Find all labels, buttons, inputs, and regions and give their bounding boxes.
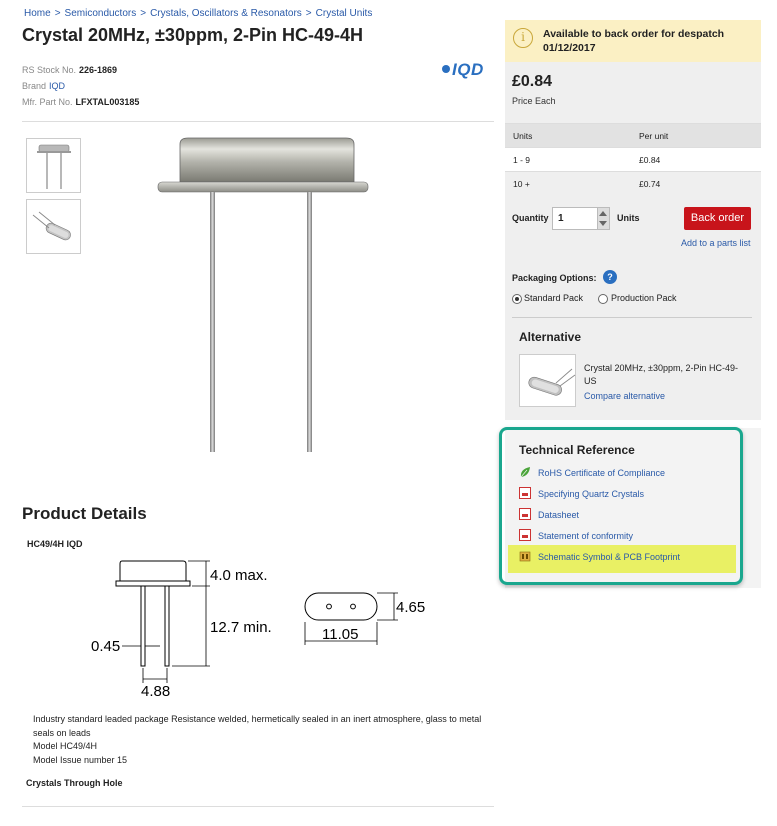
quantity-label: Quantity — [512, 213, 549, 223]
quantity-stepper[interactable] — [598, 207, 610, 230]
stepper-down-icon[interactable] — [599, 221, 607, 226]
stepper-up-icon[interactable] — [599, 211, 607, 216]
tech-ref-item-rohs[interactable] — [519, 465, 665, 481]
breadcrumb — [24, 8, 372, 19]
dimension-diagram — [80, 555, 440, 705]
price-break-units: 10 + — [505, 172, 633, 196]
description-line: Industry standard leaded package Resistance welded, hermetically sealed in an inert atmosphere, glass to metal seals on leads — [33, 714, 482, 738]
crystal-angle-icon — [27, 200, 81, 254]
help-icon[interactable]: ? — [603, 270, 617, 284]
table-row — [505, 172, 761, 196]
add-to-parts-list-link[interactable]: Add to a parts list — [681, 238, 751, 248]
leaf-icon — [519, 466, 531, 478]
quantity-input[interactable]: 1 — [552, 207, 598, 230]
units-label: Units — [617, 213, 640, 223]
table-row — [505, 148, 761, 172]
stock-no-label: RS Stock No. — [22, 65, 77, 75]
buy-panel — [505, 20, 761, 420]
alternative-product-name: Crystal 20MHz, ±30ppm, 2-Pin HC-49-US — [584, 363, 738, 386]
dim-depth-label: 4.65 — [396, 599, 426, 616]
back-order-button[interactable]: Back order — [684, 207, 751, 230]
tech-ref-item-specifying[interactable] — [519, 486, 644, 502]
dim-lead-dia-label: 0.45 — [91, 638, 121, 655]
breadcrumb-crystals[interactable]: Crystals, Oscillators & Resonators — [150, 8, 302, 19]
product-description — [33, 713, 493, 767]
product-details-heading: Product Details — [22, 504, 147, 523]
mfr-part-value: LFXTAL003185 — [75, 97, 140, 107]
divider — [512, 317, 752, 318]
tech-ref-link[interactable]: Schematic Symbol & PCB Footprint — [538, 552, 681, 562]
mfr-part-label: Mfr. Part No. — [22, 97, 73, 107]
tech-ref-link[interactable]: Datasheet — [538, 510, 580, 520]
model-code: HC49/4H IQD — [27, 539, 83, 549]
stock-message: Available to back order for despatch 01/12/2017 — [543, 28, 725, 54]
breadcrumb-separator: > — [140, 8, 147, 19]
description-line: Model Issue number 15 — [33, 754, 128, 765]
breadcrumb-separator: > — [54, 8, 61, 19]
per-unit-column-header: Per unit — [633, 124, 761, 148]
price-unit-label: Price Each — [512, 96, 556, 106]
breadcrumb-crystal-units[interactable]: Crystal Units — [315, 8, 373, 19]
alternative-heading: Alternative — [519, 330, 582, 344]
dim-lead-length-label: 12.7 min. — [210, 619, 272, 636]
info-icon: i — [513, 28, 533, 48]
tech-ref-link[interactable]: Statement of conformity — [538, 531, 634, 541]
price-break-units: 1 - 9 — [505, 148, 633, 172]
breadcrumb-semiconductors[interactable]: Semiconductors — [64, 8, 137, 19]
stock-banner — [505, 20, 761, 62]
crystal-alt-icon — [520, 355, 577, 408]
product-meta — [22, 62, 139, 110]
page-title: Crystal 20MHz, ±30ppm, 2-Pin HC-49-4H — [22, 25, 363, 45]
breadcrumb-separator: > — [305, 8, 312, 19]
pdf-icon — [519, 508, 531, 520]
technical-reference-heading: Technical Reference — [519, 443, 635, 457]
divider — [22, 121, 494, 122]
stock-no-value: 226-1869 — [79, 65, 118, 75]
compare-alternative-link[interactable]: Compare alternative — [584, 391, 666, 401]
units-column-header: Units — [505, 124, 633, 148]
tech-ref-item-schematic[interactable] — [519, 549, 680, 565]
product-thumbnail-front[interactable] — [26, 138, 81, 193]
dim-pitch-label: 4.88 — [141, 683, 171, 700]
standard-pack-radio[interactable] — [512, 294, 522, 304]
dim-height-label: 4.0 max. — [210, 567, 268, 584]
cad-icon — [519, 550, 531, 562]
price-break-price: £0.74 — [633, 172, 761, 196]
tech-ref-item-conformity[interactable] — [519, 528, 633, 544]
pdf-icon — [519, 487, 531, 499]
breadcrumb-home[interactable]: Home — [24, 8, 51, 19]
production-pack-label[interactable]: Production Pack — [611, 293, 677, 303]
dim-width-label: 11.05 — [322, 626, 359, 643]
tech-ref-item-datasheet[interactable] — [519, 507, 579, 523]
alternative-thumbnail[interactable] — [519, 354, 576, 407]
product-thumbnail-angle[interactable] — [26, 199, 81, 254]
packaging-options-label: Packaging Options: — [512, 273, 597, 283]
pdf-icon — [519, 529, 531, 541]
brand-logo-text: IQD — [452, 60, 484, 79]
tech-ref-link[interactable]: Specifying Quartz Crystals — [538, 489, 645, 499]
category-label: Crystals Through Hole — [26, 778, 123, 788]
brand-label: Brand — [22, 81, 47, 91]
description-line: Model HC49/4H — [33, 741, 98, 751]
price-break-table — [505, 123, 761, 196]
product-main-image — [150, 130, 380, 460]
crystal-front-icon — [27, 139, 81, 193]
brand-link[interactable]: IQD — [49, 81, 66, 91]
price-break-price: £0.84 — [633, 148, 761, 172]
tech-ref-link[interactable]: RoHS Certificate of Compliance — [538, 468, 666, 478]
standard-pack-label[interactable]: Standard Pack — [524, 293, 584, 303]
brand-logo[interactable] — [442, 60, 484, 80]
divider — [22, 806, 494, 807]
logo-dot-icon — [442, 65, 450, 73]
price-table-header — [505, 124, 761, 148]
production-pack-radio[interactable] — [598, 294, 608, 304]
unit-price: £0.84 — [512, 73, 553, 90]
